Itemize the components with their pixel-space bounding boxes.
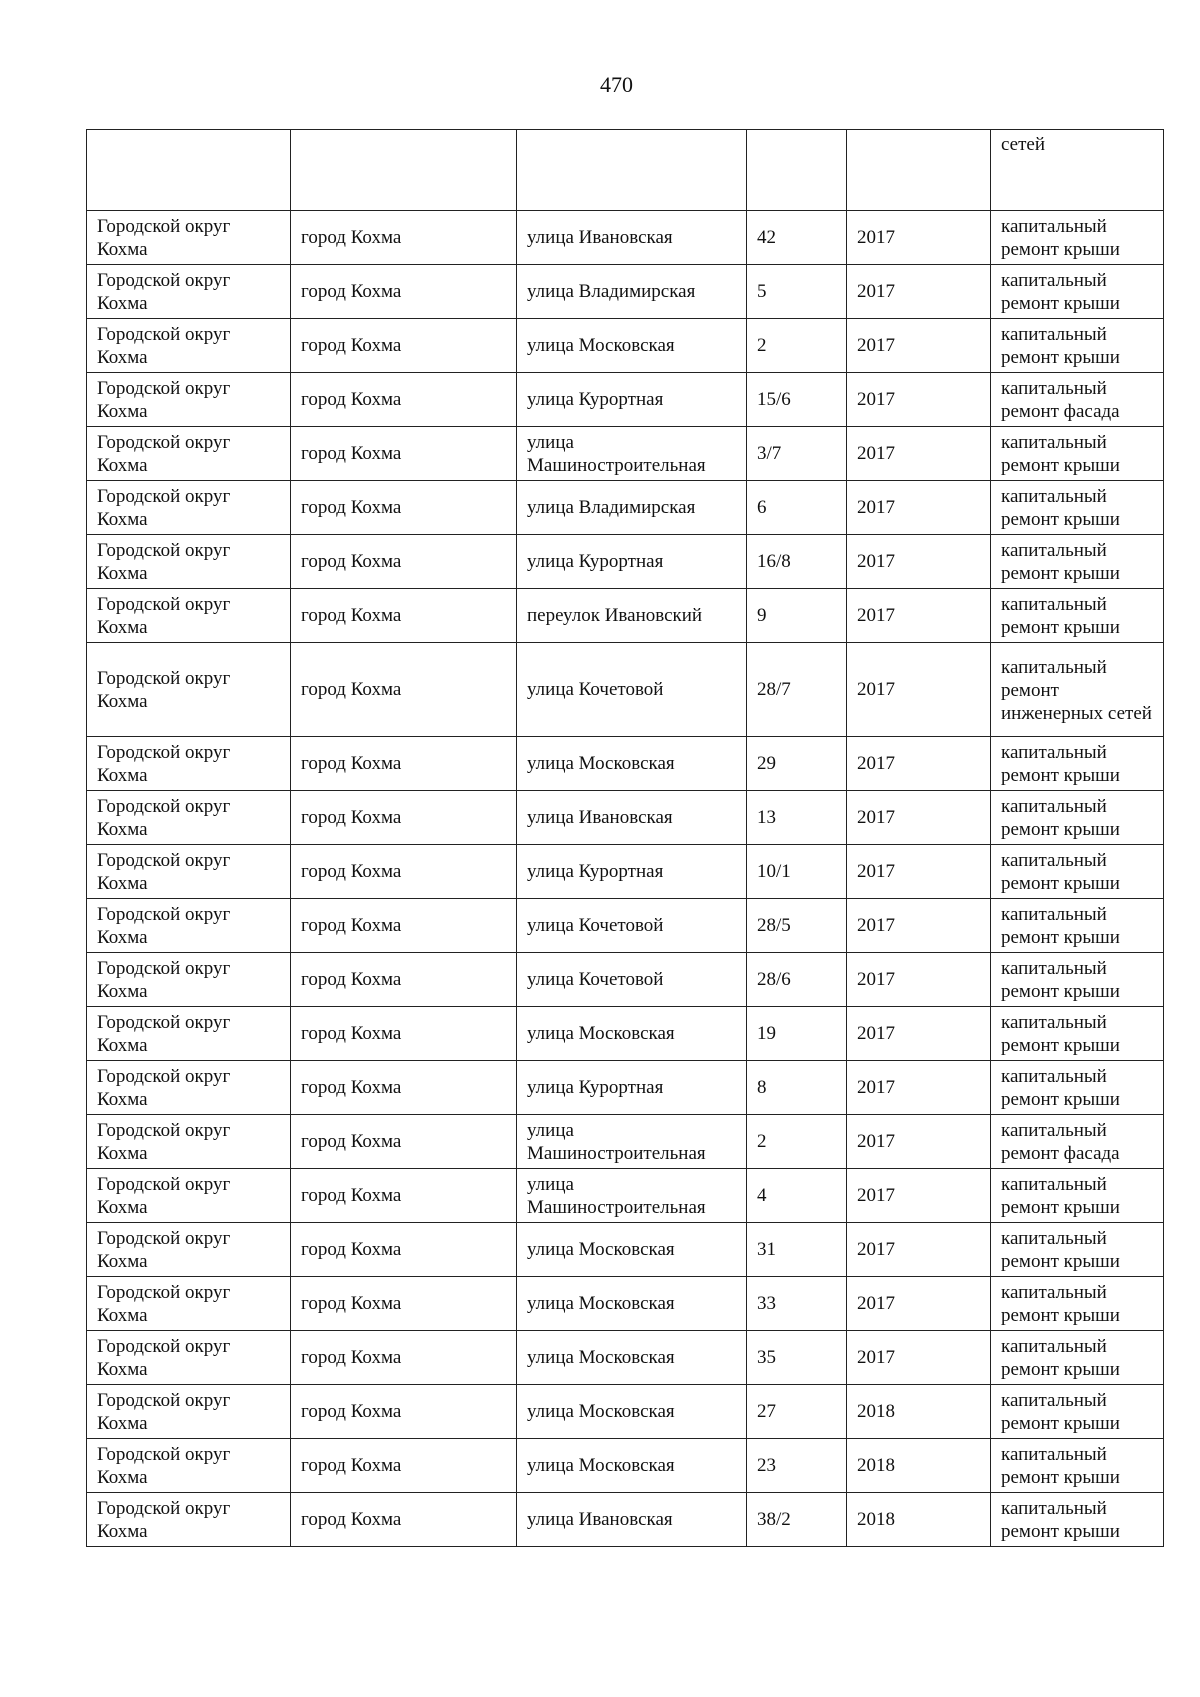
- municipality-cell: Городской округ Кохма: [87, 1115, 291, 1169]
- house-number-cell: 31: [747, 1223, 847, 1277]
- settlement-cell: город Кохма: [291, 1007, 517, 1061]
- year-cell: 2017: [847, 1115, 991, 1169]
- table-row: [87, 373, 1164, 427]
- work-type-cell: капитальный ремонт крыши: [991, 791, 1164, 845]
- settlement-cell: город Кохма: [291, 265, 517, 319]
- table-row: [87, 427, 1164, 481]
- work-type-cell: капитальный ремонт крыши: [991, 953, 1164, 1007]
- house-number-cell: [747, 130, 847, 211]
- year-cell: 2017: [847, 1061, 991, 1115]
- work-type-cell: капитальный ремонт крыши: [991, 265, 1164, 319]
- settlement-cell: город Кохма: [291, 319, 517, 373]
- work-type-cell: капитальный ремонт крыши: [991, 1439, 1164, 1493]
- table-row: [87, 1331, 1164, 1385]
- municipality-cell: Городской округ Кохма: [87, 737, 291, 791]
- year-cell: 2017: [847, 1007, 991, 1061]
- house-number-cell: 2: [747, 319, 847, 373]
- street-cell: улица Московская: [517, 1385, 747, 1439]
- municipality-cell: Городской округ Кохма: [87, 1439, 291, 1493]
- work-type-cell: капитальный ремонт фасада: [991, 373, 1164, 427]
- table-row: [87, 1169, 1164, 1223]
- street-cell: улица Машиностроительная: [517, 1169, 747, 1223]
- street-cell: улица Курортная: [517, 845, 747, 899]
- work-type-cell: капитальный ремонт крыши: [991, 899, 1164, 953]
- municipality-cell: Городской округ Кохма: [87, 1169, 291, 1223]
- table-row: [87, 1223, 1164, 1277]
- year-cell: 2017: [847, 535, 991, 589]
- work-type-cell: капитальный ремонт фасада: [991, 1115, 1164, 1169]
- settlement-cell: город Кохма: [291, 373, 517, 427]
- settlement-cell: город Кохма: [291, 1331, 517, 1385]
- year-cell: 2018: [847, 1439, 991, 1493]
- buildings-table: [86, 129, 1164, 1547]
- municipality-cell: Городской округ Кохма: [87, 427, 291, 481]
- table-row: [87, 1385, 1164, 1439]
- settlement-cell: город Кохма: [291, 643, 517, 737]
- house-number-cell: 28/7: [747, 643, 847, 737]
- street-cell: улица Московская: [517, 1277, 747, 1331]
- house-number-cell: 6: [747, 481, 847, 535]
- year-cell: 2017: [847, 899, 991, 953]
- municipality-cell: Городской округ Кохма: [87, 1385, 291, 1439]
- work-type-cell: капитальный ремонт крыши: [991, 1493, 1164, 1547]
- table-row: [87, 1007, 1164, 1061]
- street-cell: улица Московская: [517, 1007, 747, 1061]
- settlement-cell: город Кохма: [291, 1439, 517, 1493]
- table-row: [87, 1277, 1164, 1331]
- work-type-cell: сетей: [991, 130, 1164, 211]
- street-cell: улица Машиностроительная: [517, 1115, 747, 1169]
- house-number-cell: 16/8: [747, 535, 847, 589]
- work-type-cell: капитальный ремонт крыши: [991, 211, 1164, 265]
- house-number-cell: 5: [747, 265, 847, 319]
- work-type-cell: капитальный ремонт крыши: [991, 319, 1164, 373]
- work-type-cell: капитальный ремонт крыши: [991, 1007, 1164, 1061]
- settlement-cell: город Кохма: [291, 1493, 517, 1547]
- year-cell: 2017: [847, 481, 991, 535]
- settlement-cell: город Кохма: [291, 791, 517, 845]
- year-cell: 2017: [847, 319, 991, 373]
- year-cell: 2017: [847, 265, 991, 319]
- house-number-cell: 42: [747, 211, 847, 265]
- year-cell: 2017: [847, 643, 991, 737]
- settlement-cell: город Кохма: [291, 589, 517, 643]
- house-number-cell: 28/6: [747, 953, 847, 1007]
- year-cell: 2017: [847, 1331, 991, 1385]
- work-type-cell: капитальный ремонт крыши: [991, 845, 1164, 899]
- settlement-cell: [291, 130, 517, 211]
- house-number-cell: 2: [747, 1115, 847, 1169]
- municipality-cell: Городской округ Кохма: [87, 265, 291, 319]
- settlement-cell: город Кохма: [291, 899, 517, 953]
- year-cell: 2017: [847, 373, 991, 427]
- municipality-cell: Городской округ Кохма: [87, 373, 291, 427]
- work-type-cell: капитальный ремонт крыши: [991, 535, 1164, 589]
- house-number-cell: 27: [747, 1385, 847, 1439]
- table-row: [87, 737, 1164, 791]
- year-cell: 2017: [847, 1223, 991, 1277]
- table-row: [87, 265, 1164, 319]
- street-cell: улица Московская: [517, 319, 747, 373]
- street-cell: улица Московская: [517, 737, 747, 791]
- settlement-cell: город Кохма: [291, 535, 517, 589]
- municipality-cell: Городской округ Кохма: [87, 1007, 291, 1061]
- street-cell: улица Ивановская: [517, 211, 747, 265]
- municipality-cell: Городской округ Кохма: [87, 1277, 291, 1331]
- house-number-cell: 28/5: [747, 899, 847, 953]
- house-number-cell: 10/1: [747, 845, 847, 899]
- settlement-cell: город Кохма: [291, 1223, 517, 1277]
- house-number-cell: 23: [747, 1439, 847, 1493]
- street-cell: улица Владимирская: [517, 481, 747, 535]
- year-cell: 2017: [847, 737, 991, 791]
- municipality-cell: Городской округ Кохма: [87, 319, 291, 373]
- street-cell: [517, 130, 747, 211]
- house-number-cell: 33: [747, 1277, 847, 1331]
- municipality-cell: Городской округ Кохма: [87, 1493, 291, 1547]
- table-row: [87, 1061, 1164, 1115]
- street-cell: улица Курортная: [517, 1061, 747, 1115]
- house-number-cell: 38/2: [747, 1493, 847, 1547]
- municipality-cell: Городской округ Кохма: [87, 791, 291, 845]
- settlement-cell: город Кохма: [291, 1277, 517, 1331]
- year-cell: 2018: [847, 1385, 991, 1439]
- table-row: [87, 899, 1164, 953]
- house-number-cell: 8: [747, 1061, 847, 1115]
- year-cell: [847, 130, 991, 211]
- table-row: [87, 643, 1164, 737]
- street-cell: улица Владимирская: [517, 265, 747, 319]
- municipality-cell: Городской округ Кохма: [87, 899, 291, 953]
- settlement-cell: город Кохма: [291, 1061, 517, 1115]
- settlement-cell: город Кохма: [291, 1115, 517, 1169]
- settlement-cell: город Кохма: [291, 211, 517, 265]
- year-cell: 2017: [847, 589, 991, 643]
- year-cell: 2017: [847, 1277, 991, 1331]
- work-type-cell: капитальный ремонт крыши: [991, 589, 1164, 643]
- street-cell: улица Ивановская: [517, 1493, 747, 1547]
- year-cell: 2017: [847, 211, 991, 265]
- table-row: [87, 211, 1164, 265]
- street-cell: улица Кочетовой: [517, 953, 747, 1007]
- street-cell: улица Машиностроительная: [517, 427, 747, 481]
- work-type-cell: капитальный ремонт крыши: [991, 737, 1164, 791]
- municipality-cell: Городской округ Кохма: [87, 845, 291, 899]
- year-cell: 2018: [847, 1493, 991, 1547]
- settlement-cell: город Кохма: [291, 1169, 517, 1223]
- street-cell: улица Кочетовой: [517, 643, 747, 737]
- municipality-cell: Городской округ Кохма: [87, 211, 291, 265]
- street-cell: улица Московская: [517, 1439, 747, 1493]
- municipality-cell: Городской округ Кохма: [87, 481, 291, 535]
- settlement-cell: город Кохма: [291, 845, 517, 899]
- year-cell: 2017: [847, 791, 991, 845]
- house-number-cell: 19: [747, 1007, 847, 1061]
- house-number-cell: 9: [747, 589, 847, 643]
- house-number-cell: 4: [747, 1169, 847, 1223]
- house-number-cell: 15/6: [747, 373, 847, 427]
- house-number-cell: 3/7: [747, 427, 847, 481]
- municipality-cell: Городской округ Кохма: [87, 953, 291, 1007]
- municipality-cell: Городской округ Кохма: [87, 1223, 291, 1277]
- table-row: [87, 953, 1164, 1007]
- street-cell: улица Ивановская: [517, 791, 747, 845]
- street-cell: улица Курортная: [517, 535, 747, 589]
- house-number-cell: 35: [747, 1331, 847, 1385]
- street-cell: улица Московская: [517, 1331, 747, 1385]
- settlement-cell: город Кохма: [291, 481, 517, 535]
- year-cell: 2017: [847, 953, 991, 1007]
- work-type-cell: капитальный ремонт крыши: [991, 1061, 1164, 1115]
- street-cell: переулок Ивановский: [517, 589, 747, 643]
- municipality-cell: Городской округ Кохма: [87, 1331, 291, 1385]
- settlement-cell: город Кохма: [291, 1385, 517, 1439]
- year-cell: 2017: [847, 427, 991, 481]
- work-type-cell: капитальный ремонт инженерных сетей: [991, 643, 1164, 737]
- settlement-cell: город Кохма: [291, 953, 517, 1007]
- settlement-cell: город Кохма: [291, 427, 517, 481]
- table-body: [87, 130, 1164, 1547]
- work-type-cell: капитальный ремонт крыши: [991, 1385, 1164, 1439]
- municipality-cell: Городской округ Кохма: [87, 589, 291, 643]
- municipality-cell: [87, 130, 291, 211]
- page-number: 470: [600, 72, 633, 97]
- work-type-cell: капитальный ремонт крыши: [991, 481, 1164, 535]
- work-type-cell: капитальный ремонт крыши: [991, 1223, 1164, 1277]
- street-cell: улица Кочетовой: [517, 899, 747, 953]
- street-cell: улица Московская: [517, 1223, 747, 1277]
- municipality-cell: Городской округ Кохма: [87, 643, 291, 737]
- table-row: [87, 1439, 1164, 1493]
- table-row: [87, 319, 1164, 373]
- table-row: [87, 1115, 1164, 1169]
- year-cell: 2017: [847, 1169, 991, 1223]
- table-row: [87, 481, 1164, 535]
- table-row: [87, 535, 1164, 589]
- table-row: [87, 130, 1164, 211]
- table-row: [87, 845, 1164, 899]
- work-type-cell: капитальный ремонт крыши: [991, 1331, 1164, 1385]
- year-cell: 2017: [847, 845, 991, 899]
- work-type-cell: капитальный ремонт крыши: [991, 427, 1164, 481]
- work-type-cell: капитальный ремонт крыши: [991, 1277, 1164, 1331]
- table-row: [87, 1493, 1164, 1547]
- street-cell: улица Курортная: [517, 373, 747, 427]
- house-number-cell: 29: [747, 737, 847, 791]
- municipality-cell: Городской округ Кохма: [87, 535, 291, 589]
- municipality-cell: Городской округ Кохма: [87, 1061, 291, 1115]
- work-type-cell: капитальный ремонт крыши: [991, 1169, 1164, 1223]
- table-row: [87, 791, 1164, 845]
- house-number-cell: 13: [747, 791, 847, 845]
- settlement-cell: город Кохма: [291, 737, 517, 791]
- table-row: [87, 589, 1164, 643]
